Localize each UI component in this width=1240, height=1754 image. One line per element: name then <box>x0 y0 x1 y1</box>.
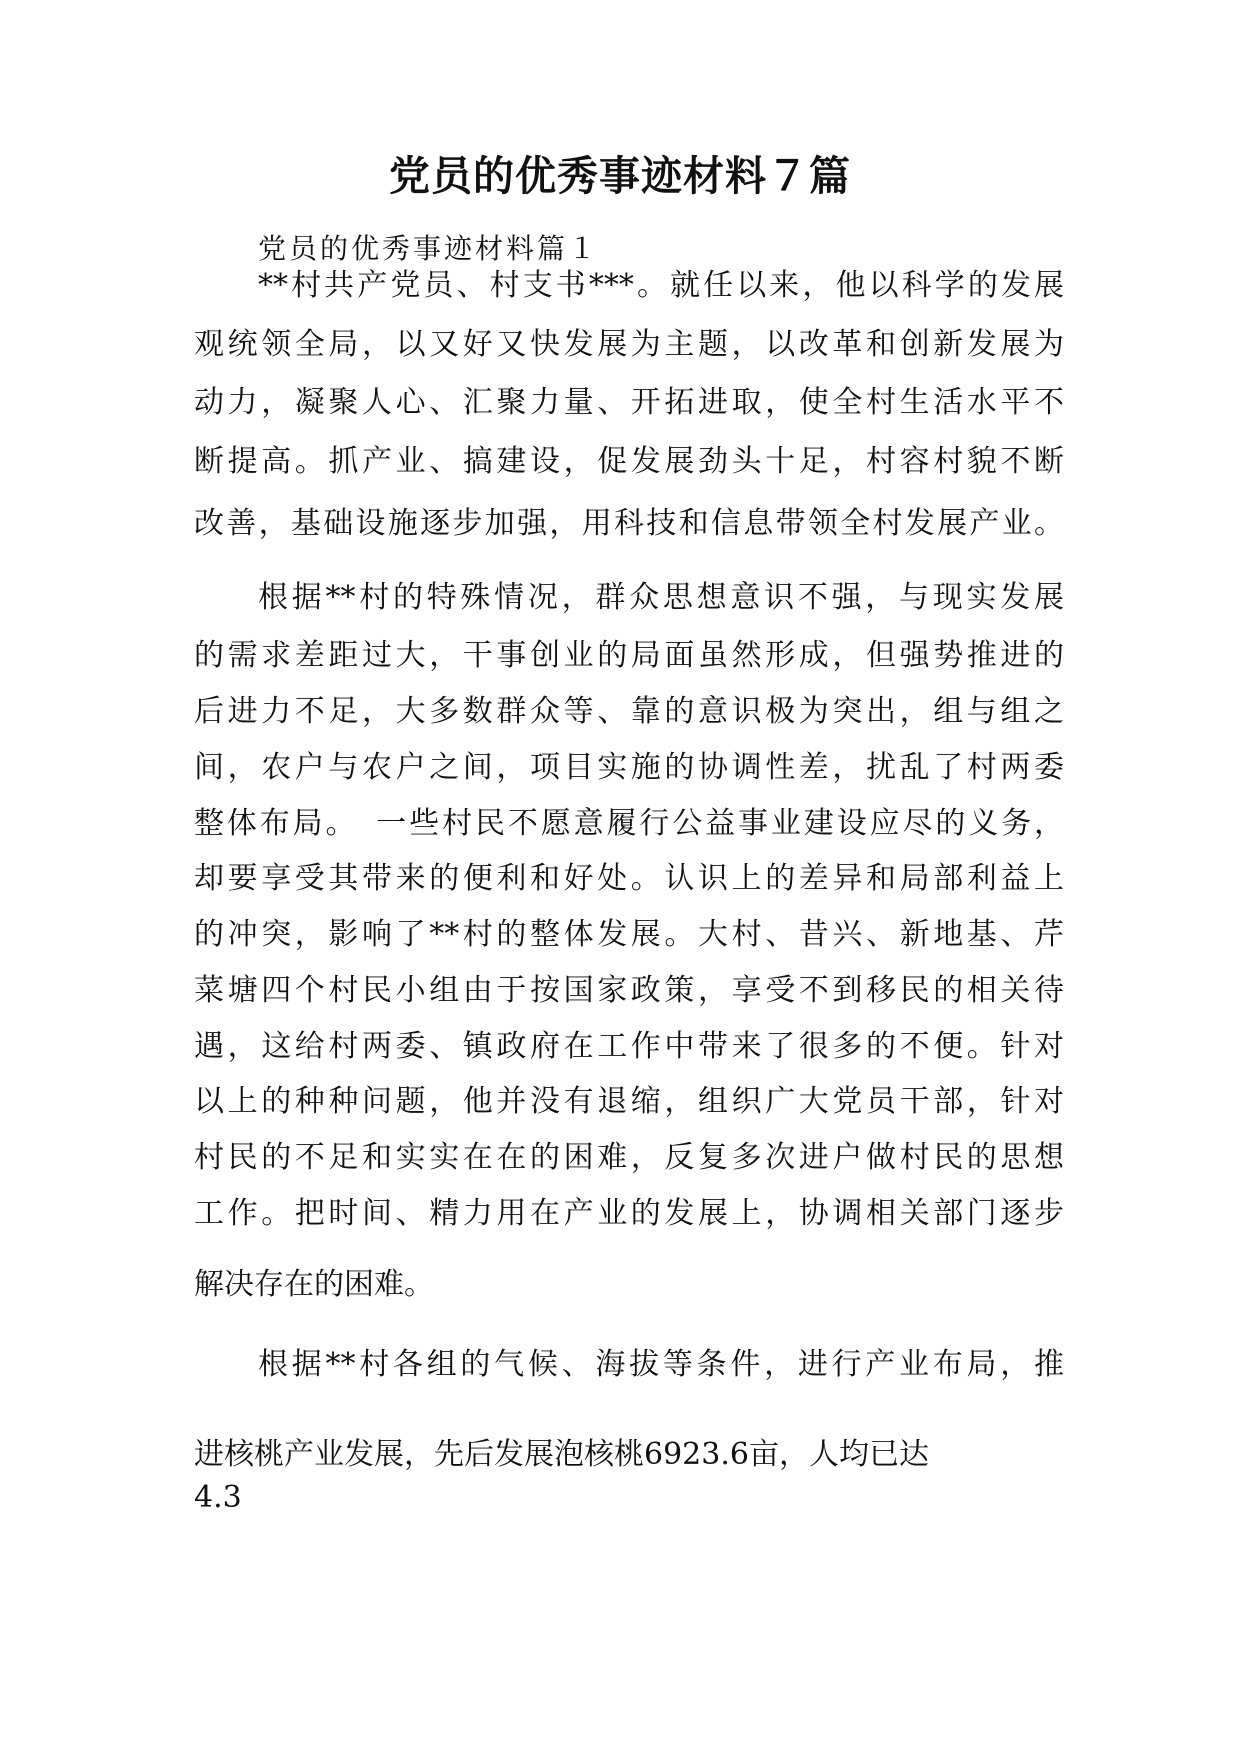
text-line: 断提高。抓产业、搞建设，促发展劲头十足，村容村貌不断 <box>194 444 1064 479</box>
text-line: 的冲突，影响了**村的整体发展。大村、昔兴、新地基、芹 <box>194 917 1064 952</box>
section-heading: 党员的优秀事迹材料篇１ <box>258 232 600 265</box>
text-line: 4.3 <box>194 1480 242 1515</box>
text-line: 进核桃产业发展，先后发展泡核桃6923.6亩，人均已达 <box>194 1437 929 1472</box>
text-line: 后进力不足，大多数群众等、靠的意识极为突出，组与组之 <box>194 694 1064 729</box>
text-line: 以上的种种问题，他并没有退缩，组织广大党员干部，针对 <box>194 1084 1064 1119</box>
text-line: 却要享受其带来的便利和好处。认识上的差异和局部利益上 <box>194 861 1064 896</box>
text-line: 根据**村各组的气候、海拔等条件，进行产业布局，推 <box>258 1347 1064 1382</box>
text-line: 观统领全局，以又好又快发展为主题，以改革和创新发展为 <box>194 327 1064 362</box>
text-line: 动力，凝聚人心、汇聚力量、开拓进取，使全村生活水平不 <box>194 385 1064 420</box>
text-line: 遇，这给村两委、镇政府在工作中带来了很多的不便。针对 <box>194 1029 1064 1064</box>
text-line: 村民的不足和实实在在的困难，反复多次进户做村民的思想 <box>194 1140 1064 1175</box>
text-line: 根据**村的特殊情况，群众思想意识不强，与现实发展 <box>258 580 1064 615</box>
text-line: **村共产党员、村支书***。就任以来，他以科学的发展 <box>258 268 1064 303</box>
page-title: 党员的优秀事迹材料７篇 <box>389 152 851 200</box>
text-line: 菜塘四个村民小组由于按国家政策，享受不到移民的相关待 <box>194 973 1064 1008</box>
text-line: 的需求差距过大，干事创业的局面虽然形成，但强势推进的 <box>194 638 1064 673</box>
text-line: 工作。把时间、精力用在产业的发展上，协调相关部门逐步 <box>194 1196 1064 1231</box>
text-line: 改善，基础设施逐步加强，用科技和信息带领全村发展产业。 <box>194 506 1064 541</box>
text-line: 解决存在的困难。 <box>194 1267 434 1302</box>
text-line: 整体布局。 一些村民不愿意履行公益事业建设应尽的义务， <box>194 806 1064 841</box>
text-line: 间，农户与农户之间，项目实施的协调性差，扰乱了村两委 <box>194 750 1064 785</box>
